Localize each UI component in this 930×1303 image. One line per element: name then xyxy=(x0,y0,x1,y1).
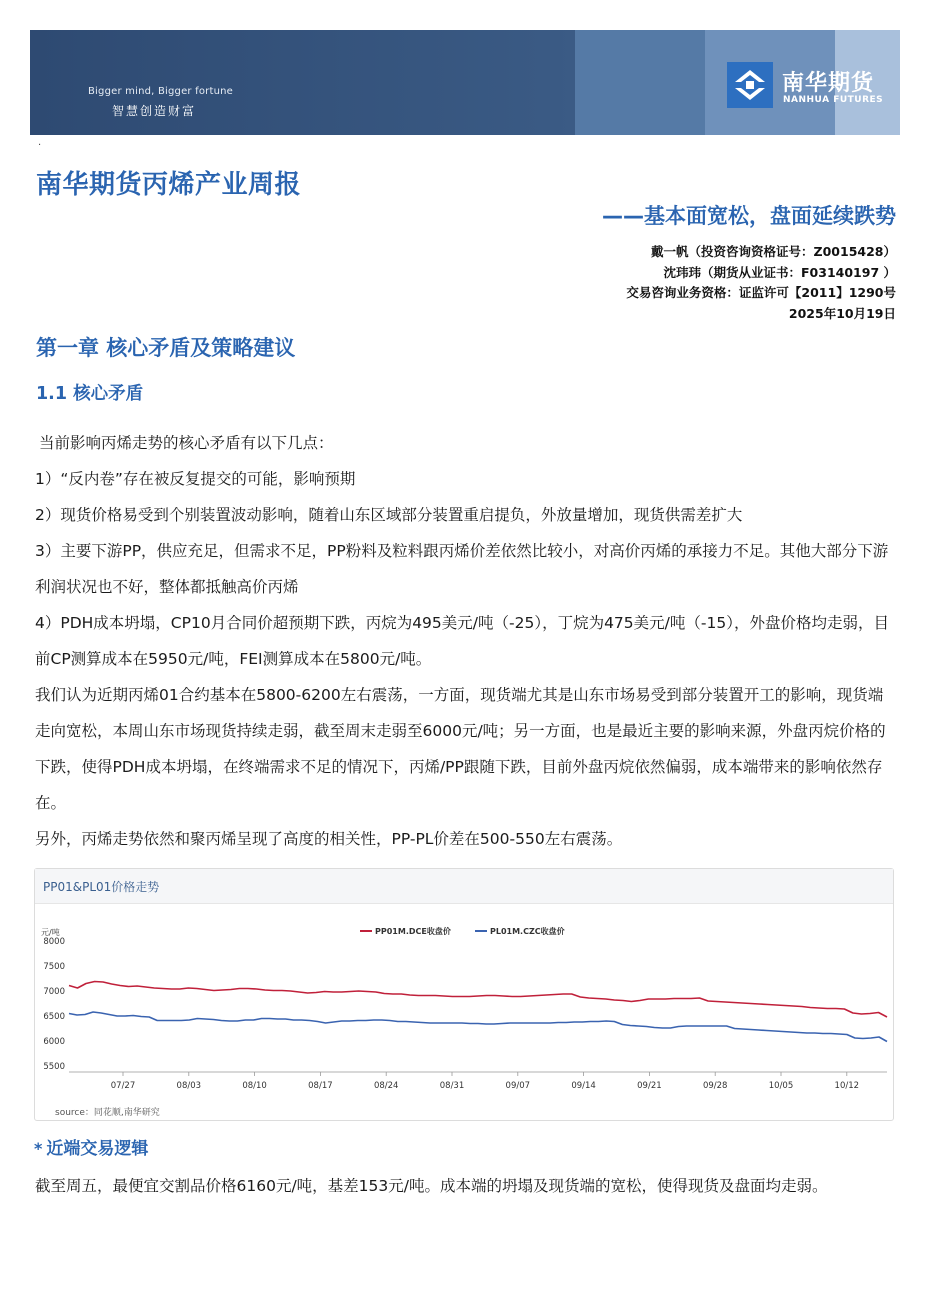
x-tick-label: 09/07 xyxy=(505,1081,531,1091)
logo-text-en: NANHUA FUTURES xyxy=(783,95,884,105)
slogan-cn: 智慧创造财富 xyxy=(112,104,197,118)
dot-mark: . xyxy=(38,137,42,148)
legend-label: PL01M.CZC收盘价 xyxy=(490,927,565,936)
x-tick-label: 10/12 xyxy=(834,1081,860,1091)
chapter-heading: 第一章 核心矛盾及策略建议 xyxy=(36,336,296,360)
chart-title: PP01&PL01价格走势 xyxy=(43,880,160,894)
near-term-heading xyxy=(34,1134,148,1159)
star-icon: * xyxy=(34,1139,43,1158)
x-tick-label: 07/27 xyxy=(110,1081,136,1091)
x-tick-label: 10/05 xyxy=(768,1081,794,1091)
paragraph: 我们认为近期丙烯01合约基本在5800-6200左右震荡，一方面，现货端尤其是山东市场易受到部分装置开工的影响，现货端走向宽松，本周山东市场现货持续走弱，截至周末走弱至6000元/吨；另一方面，也是最近主要的影响来源，外盘丙烷价格的下跌，使得PDH成本坍塌，在终端需求不足的情况下，丙烯/PP跟随下跌，目前外盘丙烷依然偏弱，成本端带来的影响依然存在。 xyxy=(35,686,886,812)
header-banner xyxy=(30,30,900,135)
x-tick-label: 08/31 xyxy=(439,1081,465,1091)
x-tick-label: 09/14 xyxy=(571,1081,596,1091)
paragraph: 2）现货价格易受到个别装置波动影响，随着山东区域部分装置重启提负，外放量增加，现货供需差扩大 xyxy=(35,506,743,524)
slogan-en: Bigger mind, Bigger fortune xyxy=(88,86,234,97)
line-chart xyxy=(35,903,893,1103)
author-meta xyxy=(626,242,896,324)
x-tick-label: 09/28 xyxy=(702,1081,728,1091)
series-line-pl01 xyxy=(69,1012,887,1042)
y-tick-label: 5500 xyxy=(43,1062,65,1072)
x-tick-label: 09/21 xyxy=(637,1081,662,1091)
logo-text-cn: 南华期货 xyxy=(782,71,875,96)
core-conflict-body xyxy=(35,425,895,857)
report-subtitle: ——基本面宽松，盘面延续跌势 xyxy=(602,204,896,228)
y-tick-label: 7500 xyxy=(43,962,65,972)
report-date: 2025年10月19日 xyxy=(788,305,896,321)
y-tick-label: 6500 xyxy=(43,1012,65,1022)
section-heading: 1.1 核心矛盾 xyxy=(36,384,144,404)
y-tick-label: 7000 xyxy=(43,987,65,997)
x-tick-label: 08/17 xyxy=(308,1081,333,1091)
paragraph: 3）主要下游PP，供应充足，但需求不足，PP粉料及粒料跟丙烯价差依然比较小，对高价丙烯的承接力不足。其他大部分下游利润状况也不好，整体都抵触高价丙烯 xyxy=(35,542,889,596)
banner-stripe xyxy=(575,30,705,135)
near-term-body xyxy=(35,1168,895,1204)
paragraph: 1）“反内卷”存在被反复提交的可能，影响预期 xyxy=(35,470,356,488)
author-line: 戴一帆（投资咨询资格证号：Z0015428） xyxy=(651,244,896,259)
paragraph: 截至周五，最便宜交割品价格6160元/吨，基差153元/吨。成本端的坍塌及现货端的宽松，使得现货及盘面均走弱。 xyxy=(35,1177,828,1195)
x-tick-label: 08/03 xyxy=(176,1081,202,1091)
y-axis-unit: 元/吨 xyxy=(41,928,60,937)
y-tick-label: 8000 xyxy=(43,937,65,947)
report-title: 南华期货丙烯产业周报 xyxy=(36,170,302,200)
nanhua-logo-icon xyxy=(727,62,773,108)
chart-source: source：同花顺,南华研究 xyxy=(55,1108,160,1118)
legend-label: PP01M.DCE收盘价 xyxy=(375,927,451,936)
paragraph: 当前影响丙烯走势的核心矛盾有以下几点： xyxy=(39,434,334,452)
author-line: 沈玮玮（期货从业证书：F03140197 ） xyxy=(663,264,896,280)
price-chart-panel xyxy=(34,868,894,1121)
paragraph: 另外，丙烯走势依然和聚丙烯呈现了高度的相关性，PP-PL价差在500-550左右震荡。 xyxy=(35,830,623,848)
paragraph: 4）PDH成本坍塌，CP10月合同价超预期下跌，丙烷为495美元/吨（-25），丁烷为475美元/吨（-15），外盘价格均走弱，目前CP测算成本在5950元/吨，FEI测算成本在5800元/吨。 xyxy=(35,614,889,668)
x-tick-label: 08/24 xyxy=(373,1081,399,1091)
chart-header xyxy=(35,869,893,904)
y-tick-label: 6000 xyxy=(43,1037,65,1047)
series-line-pp01 xyxy=(69,982,887,1018)
near-term-heading-text: 近端交易逻辑 xyxy=(46,1139,149,1159)
x-tick-label: 08/10 xyxy=(242,1081,267,1091)
license-line: 交易咨询业务资格：证监许可【2011】1290号 xyxy=(626,285,896,300)
